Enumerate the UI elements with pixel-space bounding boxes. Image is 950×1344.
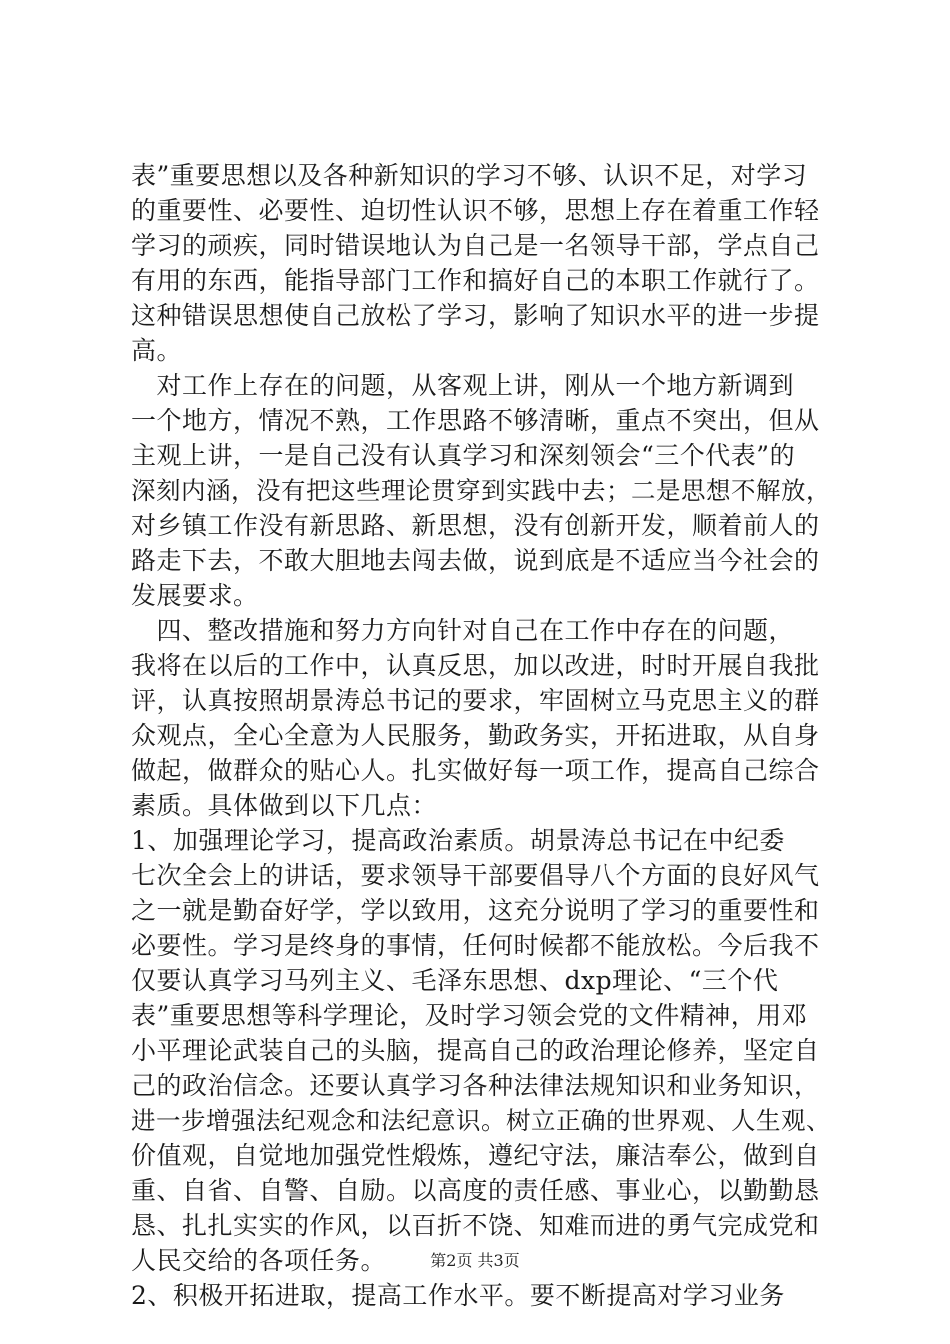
text-line: 学习的顽疾，同时错误地认为自己是一名领导干部，学点自己 xyxy=(131,231,820,260)
text-line: 表”重要思想以及各种新知识的学习不够、认识不足，对学习 xyxy=(131,161,808,190)
text-line: 对乡镇工作没有新思路、新思想，没有创新开发，顺着前人的 xyxy=(131,511,820,540)
text-line: 己的政治信念。还要认真学习各种法律法规知识和业务知识， xyxy=(131,1071,820,1100)
text-line: 七次全会上的讲话，要求领导干部要倡导八个方面的良好风气 xyxy=(131,861,820,890)
text-line: 之一就是勤奋好学，学以致用，这充分说明了学习的重要性和 xyxy=(131,896,820,925)
text-line: 这种错误思想使自己放松了学习，影响了知识水平的进一步提 xyxy=(131,301,820,330)
text-line: 重、自省、自警、自励。以高度的责任感、事业心，以勤勤恳 xyxy=(131,1176,820,1205)
text-line: 的重要性、必要性、迫切性认识不够，思想上存在着重工作轻 xyxy=(131,196,820,225)
text-line: 做起，做群众的贴心人。扎实做好每一项工作，提高自己综合 xyxy=(131,756,820,785)
text-line: 价值观，自觉地加强党性煅炼，遵纪守法，廉洁奉公，做到自 xyxy=(131,1141,820,1170)
document-body xyxy=(131,158,831,1313)
page-number-footer: 第2页 共3页 xyxy=(430,1251,520,1270)
text-line: 我将在以后的工作中，认真反思，加以改进，时时开展自我批 xyxy=(131,651,820,680)
text-line: 主观上讲，一是自己没有认真学习和深刻领会“三个代表”的 xyxy=(131,441,796,470)
text-line: 仅要认真学习马列主义、毛泽东思想、dxp理论、“三个代 xyxy=(131,966,779,995)
text-line: 素质。具体做到以下几点： xyxy=(131,791,438,820)
text-line: 小平理论武装自己的头脑，提高自己的政治理论修养，坚定自 xyxy=(131,1036,820,1065)
text-line: 必要性。学习是终身的事情，任何时候都不能放松。今后我不 xyxy=(131,931,820,960)
text-line: 四、整改措施和努力方向针对自己在工作中存在的问题， xyxy=(131,616,795,645)
text-line: 一个地方，情况不熟，工作思路不够清晰，重点不突出，但从 xyxy=(131,406,820,435)
text-line: 进一步增强法纪观念和法纪意识。树立正确的世界观、人生观、 xyxy=(131,1106,831,1135)
text-line: 众观点，全心全意为人民服务，勤政务实，开拓进取，从自身 xyxy=(131,721,820,750)
text-line: 路走下去，不敢大胆地去闯去做，说到底是不适应当今社会的 xyxy=(131,546,820,575)
text-line: 恳、扎扎实实的作风，以百折不饶、知难而进的勇气完成党和 xyxy=(131,1211,820,1240)
text-line: 表”重要思想等科学理论，及时学习领会党的文件精神，用邓 xyxy=(131,1001,808,1030)
text-line: 高。 xyxy=(131,336,183,365)
text-line: 有用的东西，能指导部门工作和搞好自己的本职工作就行了。 xyxy=(131,266,820,295)
text-line: 评，认真按照胡景涛总书记的要求，牢固树立马克思主义的群 xyxy=(131,686,820,715)
text-line: 深刻内涵，没有把这些理论贯穿到实践中去；二是思想不解放， xyxy=(131,476,831,505)
text-line: 发展要求。 xyxy=(131,581,259,610)
text-line: 人民交给的各项任务。 xyxy=(131,1246,387,1275)
text-line: 2、积极开拓进取，提高工作水平。要不断提高对学习业务 xyxy=(131,1281,785,1310)
text-line: 对工作上存在的问题，从客观上讲，刚从一个地方新调到 xyxy=(131,371,795,400)
text-line: 1、加强理论学习，提高政治素质。胡景涛总书记在中纪委 xyxy=(131,826,785,855)
